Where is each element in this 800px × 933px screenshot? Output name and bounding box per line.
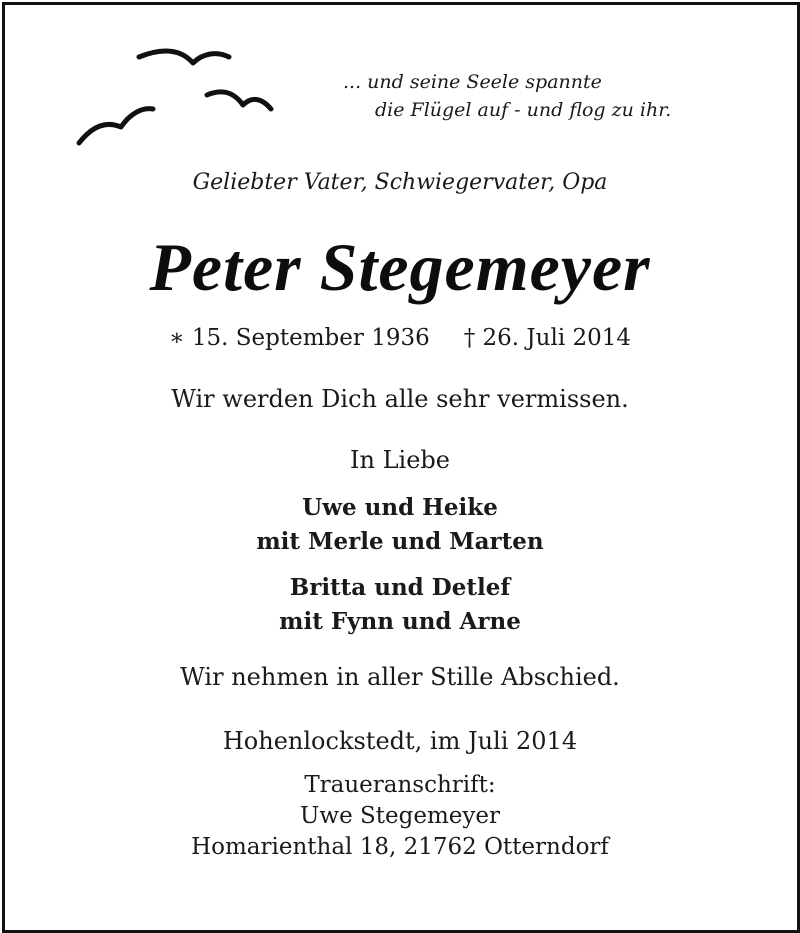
deceased-name: Peter Stegemeyer bbox=[149, 229, 651, 305]
farewell-line: Wir nehmen in aller Stille Abschied. bbox=[180, 663, 620, 691]
bird-left bbox=[79, 109, 153, 143]
family-2-line-2: mit Fynn und Arne bbox=[279, 608, 521, 635]
bird-middle bbox=[207, 92, 271, 109]
address-label: Traueranschrift: bbox=[304, 772, 496, 798]
family-2-line-1: Britta und Detlef bbox=[289, 574, 511, 601]
address-street: Homarienthal 18, 21762 Otterndorf bbox=[191, 834, 609, 860]
miss-line: Wir werden Dich alle sehr vermissen. bbox=[171, 385, 629, 413]
mourning-address bbox=[0, 770, 800, 863]
family-group-1 bbox=[0, 491, 800, 559]
bird-top bbox=[139, 51, 229, 63]
place-date: Hohenlockstedt, im Juli 2014 bbox=[222, 727, 578, 755]
quote-line-1: ... und seine Seele spannte bbox=[343, 71, 602, 93]
family-1-line-1: Uwe und Heike bbox=[302, 494, 498, 521]
birth-date: ∗ 15. September 1936 bbox=[168, 325, 430, 351]
family-group-2 bbox=[0, 571, 800, 639]
birds-icon bbox=[67, 43, 287, 153]
life-dates bbox=[0, 325, 800, 351]
love-line: In Liebe bbox=[350, 446, 450, 474]
quote-line-2: die Flügel auf - und flog zu ihr. bbox=[375, 99, 672, 121]
relation-line: Geliebter Vater, Schwiegervater, Opa bbox=[192, 170, 608, 195]
family-1-line-2: mit Merle und Marten bbox=[256, 528, 544, 555]
quote bbox=[343, 68, 671, 124]
address-name: Uwe Stegemeyer bbox=[300, 803, 500, 829]
death-date: † 26. Juli 2014 bbox=[463, 325, 632, 351]
